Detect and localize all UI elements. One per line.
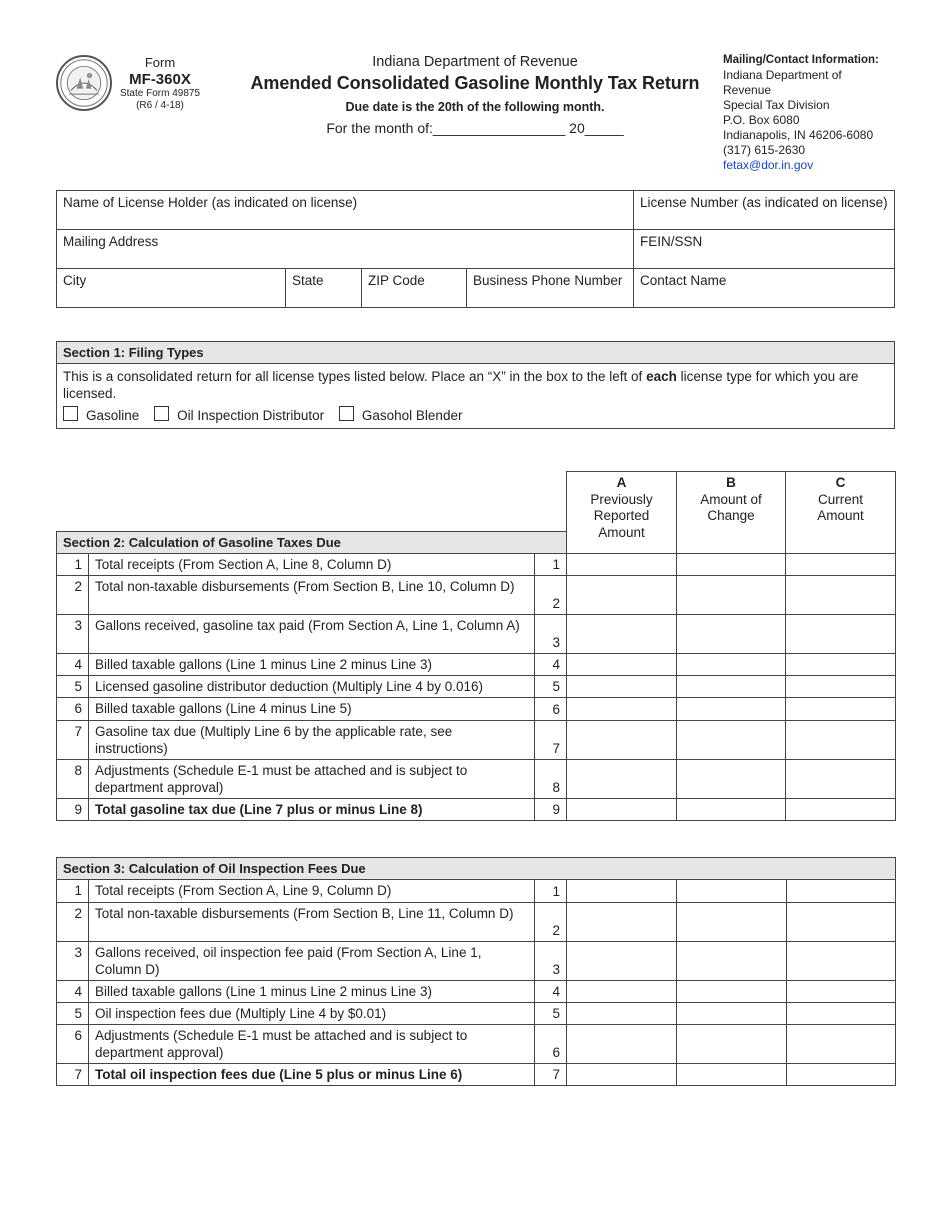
amount-input-col-c[interactable] <box>787 942 896 981</box>
line-description: Billed taxable gallons (Line 1 minus Line 2 minus Line 3) <box>89 654 535 676</box>
amount-input-col-b[interactable] <box>677 576 786 615</box>
section1-instructions: This is a consolidated return for all license types listed below. Place an “X” in the box to the left of each license type for which you are licensed. <box>63 369 859 401</box>
table-row <box>57 760 896 799</box>
line-reference: 1 <box>535 880 567 903</box>
table-row <box>57 981 896 1003</box>
option-label: Oil Inspection Distributor <box>177 408 325 423</box>
line-reference: 2 <box>535 903 567 942</box>
line-description: Billed taxable gallons (Line 4 minus Line 5) <box>89 698 535 721</box>
amount-input-col-b[interactable] <box>677 981 787 1003</box>
amount-input-col-a[interactable] <box>567 903 677 942</box>
amount-input-col-a[interactable] <box>567 981 677 1003</box>
line-reference: 9 <box>535 799 567 821</box>
amount-input-col-a[interactable] <box>567 654 677 676</box>
line-number: 7 <box>57 1064 89 1086</box>
amount-input-col-a[interactable] <box>567 1025 677 1064</box>
line-number: 6 <box>57 698 89 721</box>
line-number: 3 <box>57 942 89 981</box>
line-number: 3 <box>57 615 89 654</box>
line-reference: 6 <box>535 698 567 721</box>
amount-input-col-c[interactable] <box>787 880 896 903</box>
month-field[interactable]: For the month of:_________________ 20_____ <box>326 120 624 136</box>
line-reference: 2 <box>535 576 567 615</box>
table-row <box>57 654 896 676</box>
amount-input-col-a[interactable] <box>567 676 677 698</box>
filing-type-option[interactable] <box>63 406 139 424</box>
amount-input-col-b[interactable] <box>677 721 786 760</box>
amount-input-col-b[interactable] <box>677 1025 787 1064</box>
amount-input-col-c[interactable] <box>786 654 896 676</box>
mailing-address-field[interactable] <box>57 230 634 269</box>
amount-input-col-b[interactable] <box>677 903 787 942</box>
contact-line: Indianapolis, IN 46206-6080 <box>723 128 874 142</box>
amount-input-col-c[interactable] <box>786 698 896 721</box>
line-description: Total non-taxable disbursements (From Section B, Line 10, Column D) <box>89 576 535 615</box>
amount-input-col-c[interactable] <box>786 799 896 821</box>
contact-phone: (317) 615-2630 <box>723 143 806 157</box>
line-number: 5 <box>57 1003 89 1025</box>
amount-input-col-a[interactable] <box>567 799 677 821</box>
field-label: FEIN/SSN <box>640 234 703 249</box>
field-label: Contact Name <box>640 273 727 288</box>
fein-ssn-field[interactable] <box>634 230 895 269</box>
table-row <box>57 1025 896 1064</box>
table-row <box>57 721 896 760</box>
amount-input-col-b[interactable] <box>677 654 786 676</box>
field-label: License Number (as indicated on license) <box>640 195 888 210</box>
table-row <box>57 698 896 721</box>
amount-input-col-b[interactable] <box>677 698 786 721</box>
line-reference: 3 <box>535 615 567 654</box>
form-number: MF-360X <box>129 70 191 88</box>
amount-input-col-c[interactable] <box>787 1025 896 1064</box>
amount-input-col-c[interactable] <box>786 721 896 760</box>
amount-input-col-a[interactable] <box>567 760 677 799</box>
line-description: Total gasoline tax due (Line 7 plus or minus Line 8) <box>89 799 535 821</box>
amount-input-col-c[interactable] <box>787 1064 896 1086</box>
line-description: Licensed gasoline distributor deduction (Multiply Line 4 by 0.016) <box>89 676 535 698</box>
section1-heading: Section 1: Filing Types <box>57 342 895 364</box>
column-b-header: B Amount of Change <box>677 472 786 554</box>
line-reference: 7 <box>535 1064 567 1086</box>
field-label: State <box>292 273 324 288</box>
filing-type-option[interactable] <box>339 406 463 424</box>
state-field[interactable] <box>286 269 362 308</box>
line-description: Total non-taxable disbursements (From Section B, Line 11, Column D) <box>89 903 535 942</box>
line-description: Total receipts (From Section A, Line 9, Column D) <box>89 880 535 903</box>
table-row <box>57 615 896 654</box>
amount-input-col-c[interactable] <box>786 760 896 799</box>
business-phone-field[interactable] <box>467 269 634 308</box>
line-description: Billed taxable gallons (Line 1 minus Line 2 minus Line 3) <box>89 981 535 1003</box>
line-number: 6 <box>57 1025 89 1064</box>
amount-input-col-b[interactable] <box>677 1064 787 1086</box>
amount-input-col-a[interactable] <box>567 698 677 721</box>
line-number: 2 <box>57 576 89 615</box>
line-reference: 6 <box>535 1025 567 1064</box>
field-label: Name of License Holder (as indicated on license) <box>63 195 358 210</box>
filing-type-options <box>63 406 888 424</box>
amount-input-col-c[interactable] <box>787 1003 896 1025</box>
title-block <box>236 54 714 138</box>
option-label: Gasoline <box>86 408 140 423</box>
line-number: 8 <box>57 760 89 799</box>
line-number: 4 <box>57 654 89 676</box>
line-number: 1 <box>57 880 89 903</box>
amount-input-col-a[interactable] <box>567 554 677 576</box>
amount-input-col-b[interactable] <box>677 615 786 654</box>
contact-line: Revenue <box>723 83 772 97</box>
amount-input-col-a[interactable] <box>567 1003 677 1025</box>
line-number: 1 <box>57 554 89 576</box>
form-title: Amended Consolidated Gasoline Monthly Tax Return <box>250 73 700 93</box>
form-revision: (R6 / 4-18) <box>136 99 184 111</box>
table-row <box>57 942 896 981</box>
section2-table <box>56 471 896 821</box>
amount-input-col-b[interactable] <box>677 676 786 698</box>
form-label: Form <box>144 55 176 70</box>
state-seal-icon <box>58 57 110 109</box>
line-reference: 5 <box>535 1003 567 1025</box>
table-row <box>57 576 896 615</box>
zip-field[interactable] <box>362 269 467 308</box>
amount-input-col-a[interactable] <box>567 615 677 654</box>
city-field[interactable] <box>57 269 286 308</box>
checkbox-oil-inspection-distributor[interactable] <box>154 406 169 421</box>
amount-input-col-b[interactable] <box>677 760 786 799</box>
amount-input-col-c[interactable] <box>786 554 896 576</box>
table-row <box>57 1003 896 1025</box>
line-number: 7 <box>57 721 89 760</box>
checkbox-gasoline[interactable] <box>63 406 78 421</box>
field-label: ZIP Code <box>368 273 425 288</box>
line-reference: 3 <box>535 942 567 981</box>
line-description: Oil inspection fees due (Multiply Line 4 by $0.01) <box>89 1003 535 1025</box>
field-label: Business Phone Number <box>473 273 623 288</box>
amount-input-col-b[interactable] <box>677 942 787 981</box>
state-seal <box>56 55 112 111</box>
amount-input-col-c[interactable] <box>787 981 896 1003</box>
table-row <box>57 1064 896 1086</box>
line-number: 2 <box>57 903 89 942</box>
table-row <box>57 799 896 821</box>
amount-input-col-c[interactable] <box>787 903 896 942</box>
contact-line: P.O. Box 6080 <box>723 113 800 127</box>
section3-table <box>56 857 896 1086</box>
line-number: 5 <box>57 676 89 698</box>
table-row <box>57 676 896 698</box>
license-info-table <box>56 190 895 308</box>
line-description: Adjustments (Schedule E-1 must be attached and is subject to department approval) <box>89 760 535 799</box>
table-row <box>57 903 896 942</box>
amount-input-col-b[interactable] <box>677 554 786 576</box>
amount-input-col-c[interactable] <box>786 676 896 698</box>
section2-heading: Section 2: Calculation of Gasoline Taxes Due <box>57 532 567 554</box>
header-spacer <box>57 472 567 532</box>
contact-info <box>723 53 923 173</box>
line-description: Total receipts (From Section A, Line 8, Column D) <box>89 554 535 576</box>
amount-input-col-a[interactable] <box>567 880 677 903</box>
license-holder-name-field[interactable] <box>57 191 634 230</box>
line-reference: 5 <box>535 676 567 698</box>
line-reference: 4 <box>535 654 567 676</box>
section3-heading: Section 3: Calculation of Oil Inspection Fees Due <box>57 858 896 880</box>
line-reference: 4 <box>535 981 567 1003</box>
amount-input-col-b[interactable] <box>677 799 786 821</box>
line-reference: 1 <box>535 554 567 576</box>
line-description: Gallons received, oil inspection fee paid (From Section A, Line 1, Column D) <box>89 942 535 981</box>
field-label: City <box>63 273 87 288</box>
filing-type-option[interactable] <box>154 406 324 424</box>
contact-line: Special Tax Division <box>723 98 830 112</box>
table-row <box>57 554 896 576</box>
line-description: Total oil inspection fees due (Line 5 plus or minus Line 6) <box>89 1064 535 1086</box>
amount-input-col-b[interactable] <box>677 1003 787 1025</box>
line-description: Gallons received, gasoline tax paid (From Section A, Line 1, Column A) <box>89 615 535 654</box>
amount-input-col-a[interactable] <box>567 721 677 760</box>
field-label: Mailing Address <box>63 234 159 249</box>
due-date-note: Due date is the 20th of the following month. <box>345 100 605 114</box>
department-name: Indiana Department of Revenue <box>372 54 578 70</box>
contact-email-link[interactable]: fetax@dor.in.gov <box>723 158 814 172</box>
column-c-header: C Current Amount <box>786 472 896 554</box>
contact-heading: Mailing/Contact Information: <box>723 54 879 66</box>
amount-input-col-a[interactable] <box>567 1064 677 1086</box>
license-number-field[interactable] <box>634 191 895 230</box>
section1-body <box>57 364 895 429</box>
table-row <box>57 880 896 903</box>
amount-input-col-b[interactable] <box>677 880 787 903</box>
column-a-header: A Previously Reported Amount <box>567 472 677 554</box>
form-id-block <box>112 56 208 111</box>
amount-input-col-a[interactable] <box>567 576 677 615</box>
line-number: 4 <box>57 981 89 1003</box>
line-number: 9 <box>57 799 89 821</box>
option-label: Gasohol Blender <box>361 408 463 423</box>
contact-line: Indiana Department of <box>723 68 842 82</box>
line-reference: 7 <box>535 721 567 760</box>
amount-input-col-c[interactable] <box>786 576 896 615</box>
section1-table <box>56 341 895 429</box>
amount-input-col-a[interactable] <box>567 942 677 981</box>
contact-name-field[interactable] <box>634 269 895 308</box>
line-description: Adjustments (Schedule E-1 must be attached and is subject to department approval) <box>89 1025 535 1064</box>
state-form-number: State Form 49875 <box>119 88 201 100</box>
line-description: Gasoline tax due (Multiply Line 6 by the applicable rate, see instructions) <box>89 721 535 760</box>
checkbox-gasohol-blender[interactable] <box>339 406 354 421</box>
amount-input-col-c[interactable] <box>786 615 896 654</box>
line-reference: 8 <box>535 760 567 799</box>
